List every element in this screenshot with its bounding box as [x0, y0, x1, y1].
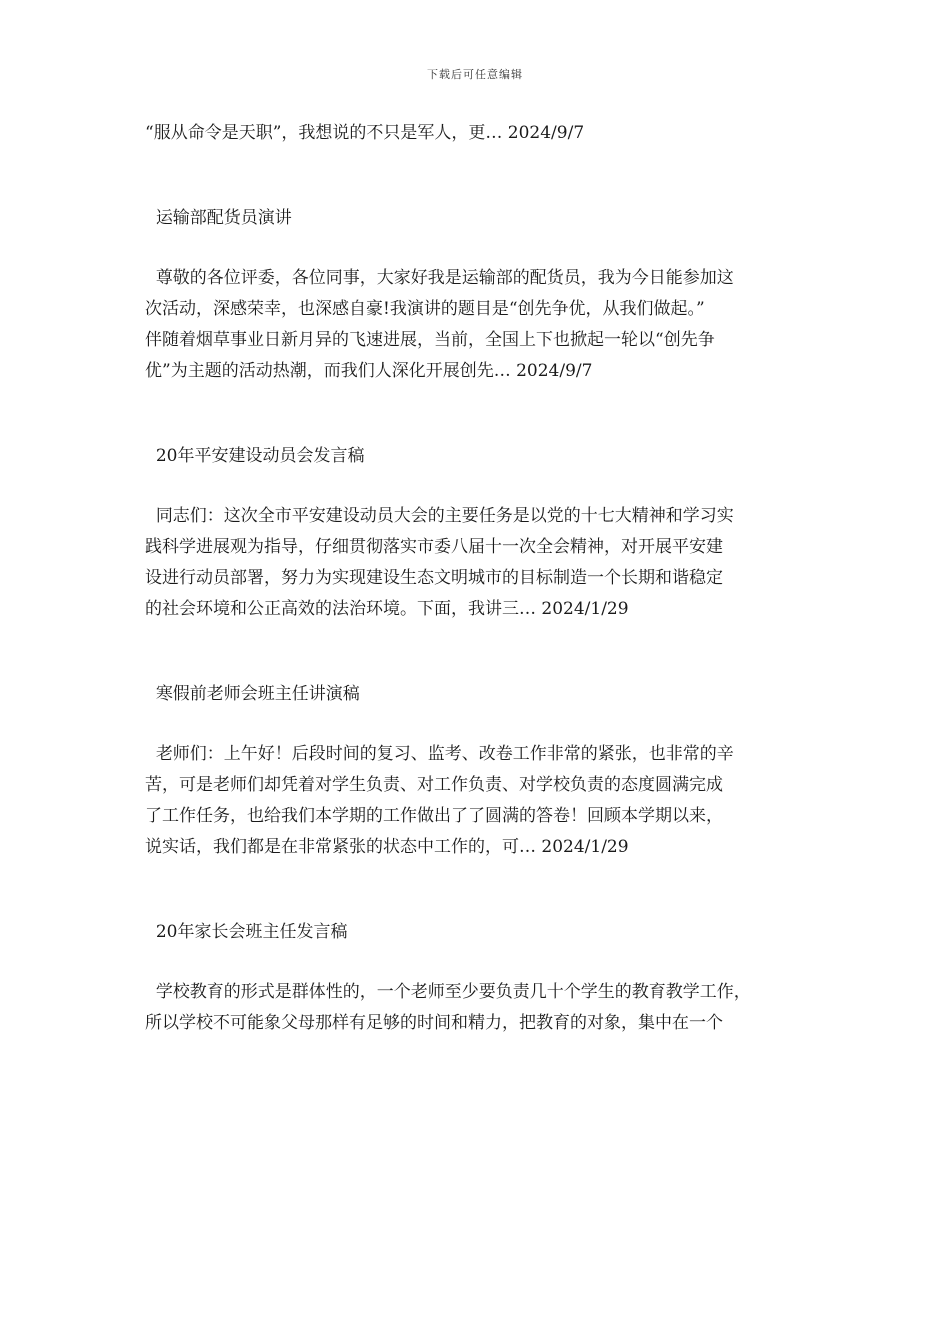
article-line: 尊敬的各位评委，各位同事，大家好我是运输部的配货员，我为今日能参加这 [145, 268, 734, 288]
article-title[interactable]: 寒假前老师会班主任讲演稿 [145, 684, 360, 704]
article-snippet [145, 441, 815, 625]
article-line: 的社会环境和公正高效的法治环境。下面，我讲三… 2024/1/29 [145, 599, 629, 619]
article-line: 伴随着烟草事业日新月异的飞速进展，当前，全国上下也掀起一轮以“创先争 [145, 330, 715, 350]
article-line: 践科学进展观为指导，仔细贯彻落实市委八届十一次全会精神，对开展平安建 [145, 537, 723, 557]
article-title[interactable]: 运输部配货员演讲 [145, 208, 292, 228]
document-body [145, 118, 815, 1039]
article-line: 了工作任务，也给我们本学期的工作做出了了圆满的答卷！回顾本学期以来， [145, 806, 723, 826]
article-title[interactable]: 20年平安建设动员会发言稿 [145, 446, 365, 466]
article-line: 优”为主题的活动热潮，而我们人深化开展创先… 2024/9/7 [145, 361, 593, 381]
article-line: 苦，可是老师们却凭着对学生负责、对工作负责、对学校负责的态度圆满完成 [145, 775, 723, 795]
article-line: 所以学校不可能象父母那样有足够的时间和精力，把教育的对象，集中在一个 [145, 1013, 723, 1033]
article-line: 说实话，我们都是在非常紧张的状态中工作的，可… 2024/1/29 [145, 837, 629, 857]
article-line: “服从命令是天职”，我想说的不只是军人，更… 2024/9/7 [145, 123, 585, 143]
article-snippet [145, 203, 815, 387]
article-line: 设进行动员部署，努力为实现建设生态文明城市的目标制造一个长期和谐稳定 [145, 568, 723, 588]
article-snippet [145, 679, 815, 863]
article-line: 次活动，深感荣幸，也深感自豪!我演讲的题目是“创先争优，从我们做起。” [145, 299, 705, 319]
article-line: 学校教育的形式是群体性的，一个老师至少要负责几十个学生的教育教学工作， [145, 982, 751, 1002]
article-line: 老师们：上午好！后段时间的复习、监考、改卷工作非常的紧张，也非常的辛 [145, 744, 734, 764]
page-header: 下载后可任意编辑 [427, 68, 523, 81]
article-snippet [145, 917, 815, 1039]
article-line: 同志们：这次全市平安建设动员大会的主要任务是以党的十七大精神和学习实 [145, 506, 734, 526]
article-title[interactable]: 20年家长会班主任发言稿 [145, 922, 348, 942]
article-snippet [145, 118, 815, 149]
